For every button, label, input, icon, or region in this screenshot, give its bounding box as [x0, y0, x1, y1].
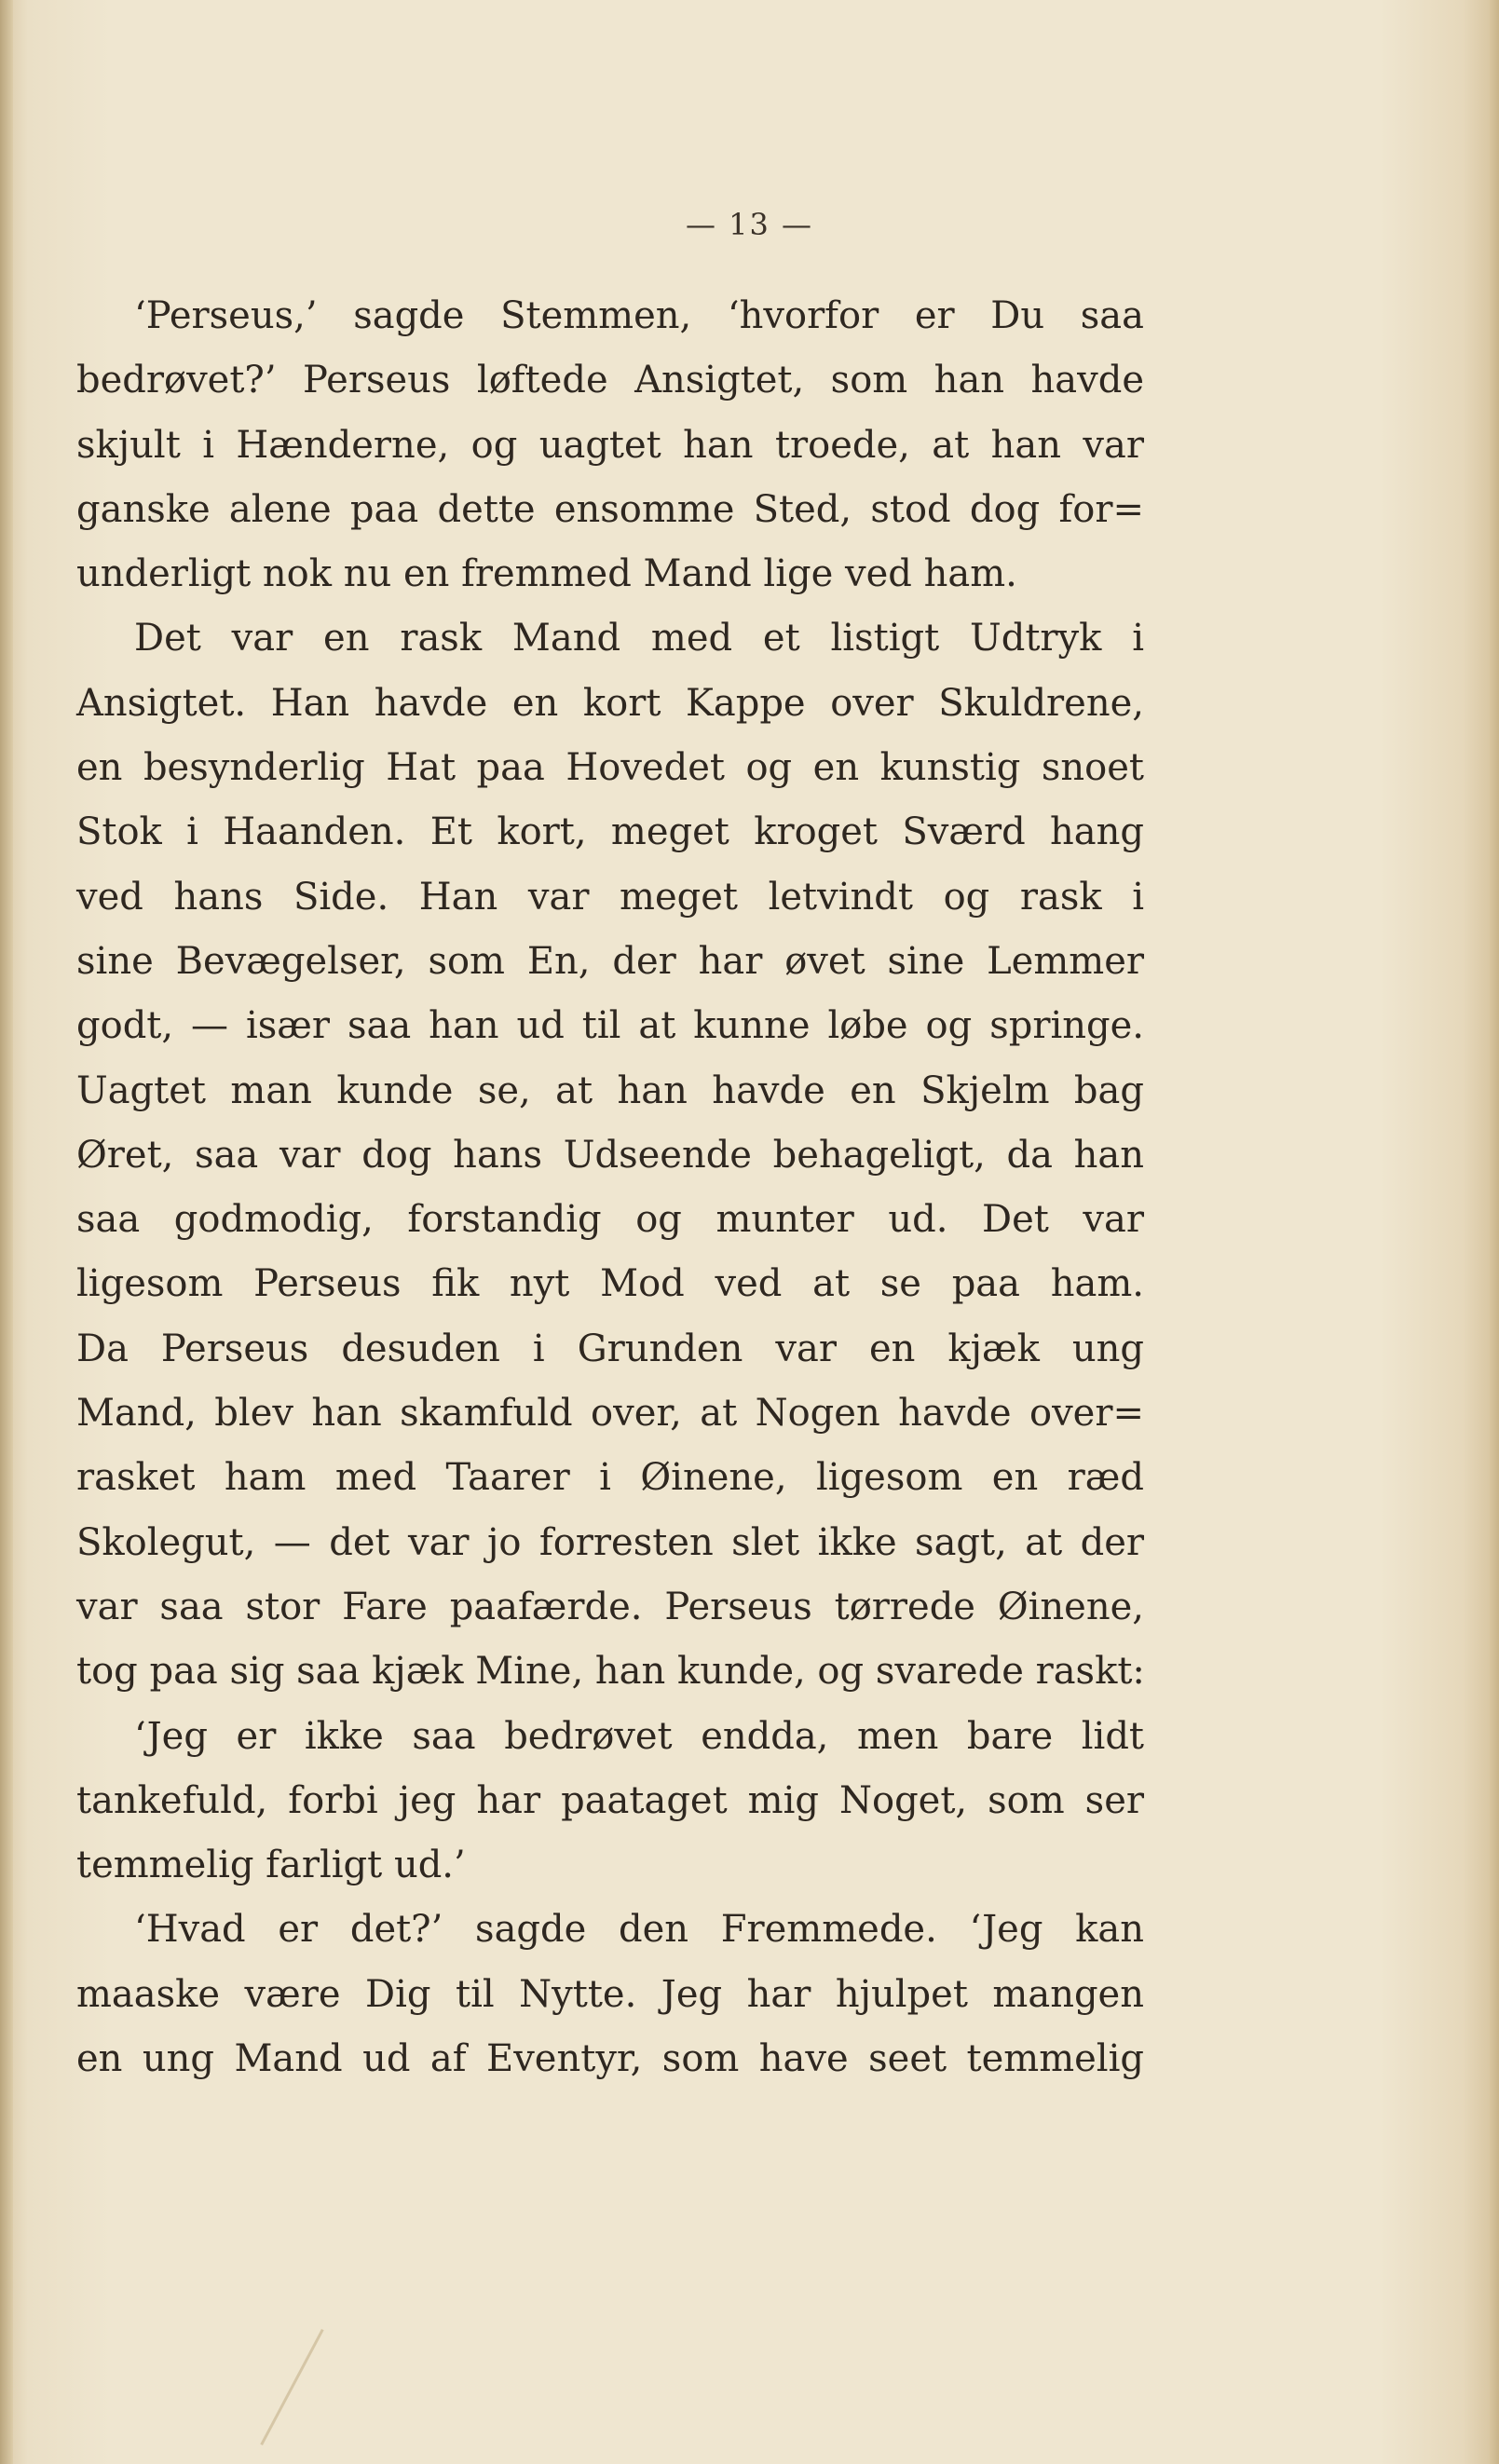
text-line: skjult i Hænderne, og uagtet han troede, at han var [76, 423, 1144, 467]
text-line: ‘Perseus,’ sagde Stemmen, ‘hvorfor er Du saa [134, 294, 1144, 337]
text-line: Mand, blev han skamfuld over, at Nogen havde over= [76, 1392, 1144, 1436]
text-line: sine Bevægelser, som En, der har øvet sine Lemmer [76, 939, 1144, 983]
page-binding-edge [0, 0, 13, 2464]
body-text [76, 284, 1144, 2091]
text-line: ligesom Perseus fik nyt Mod ved at se paa ham. [76, 1262, 1144, 1306]
text-line: Øret, saa var dog hans Udseende behageligt, da han [76, 1133, 1144, 1177]
text-line: Det var en rask Mand med et listigt Udtryk i [134, 617, 1144, 660]
text-line: maaske være Dig til Nytte. Jeg har hjulpet mangen [76, 1972, 1144, 2016]
text-line: en besynderlig Hat paa Hovedet og en kunstig snoet [76, 746, 1144, 790]
text-line: temmelig farligt ud.’ [76, 1844, 466, 1887]
text-line: ganske alene paa dette ensomme Sted, stod dog for= [76, 487, 1144, 531]
text-line: bedrøvet?’ Perseus løftede Ansigtet, som han havde [76, 359, 1144, 402]
text-line: godt, — især saa han ud til at kunne løbe og springe. [76, 1004, 1144, 1048]
text-line: ‘Jeg er ikke saa bedrøvet endda, men bare lidt [134, 1714, 1144, 1758]
text-line: Ansigtet. Han havde en kort Kappe over Skuldrene, [76, 681, 1144, 725]
text-line: Uagtet man kunde se, at han havde en Skjelm bag [76, 1069, 1144, 1112]
page-right-edge [1490, 0, 1499, 2464]
text-line: ved hans Side. Han var meget letvindt og rask i [76, 875, 1144, 919]
text-line: Stok i Haanden. Et kort, meget kroget Sværd hang [76, 810, 1144, 854]
text-line: Skolegut, — det var jo forresten slet ikke sagt, at der [76, 1520, 1144, 1564]
text-line: saa godmodig, forstandig og munter ud. Det var [76, 1198, 1144, 1242]
text-line: underligt nok nu en fremmed Mand lige ved ham. [76, 552, 1017, 596]
text-line: tog paa sig saa kjæk Mine, han kunde, og svarede raskt: [76, 1650, 1145, 1694]
paper-mark [260, 2329, 323, 2445]
text-line: ‘Hvad er det?’ sagde den Fremmede. ‘Jeg kan [134, 1908, 1144, 1952]
text-line: tankefuld, forbi jeg har paataget mig Noget, som ser [76, 1778, 1144, 1822]
text-line: rasket ham med Taarer i Øinene, ligesom en ræd [76, 1456, 1144, 1500]
text-line: en ung Mand ud af Eventyr, som have seet temmelig [76, 2037, 1144, 2081]
text-line: Da Perseus desuden i Grunden var en kjæk ung [76, 1327, 1144, 1370]
page-number: — 13 — [685, 207, 814, 242]
text-line: var saa stor Fare paafærde. Perseus tørrede Øinene, [76, 1585, 1144, 1628]
